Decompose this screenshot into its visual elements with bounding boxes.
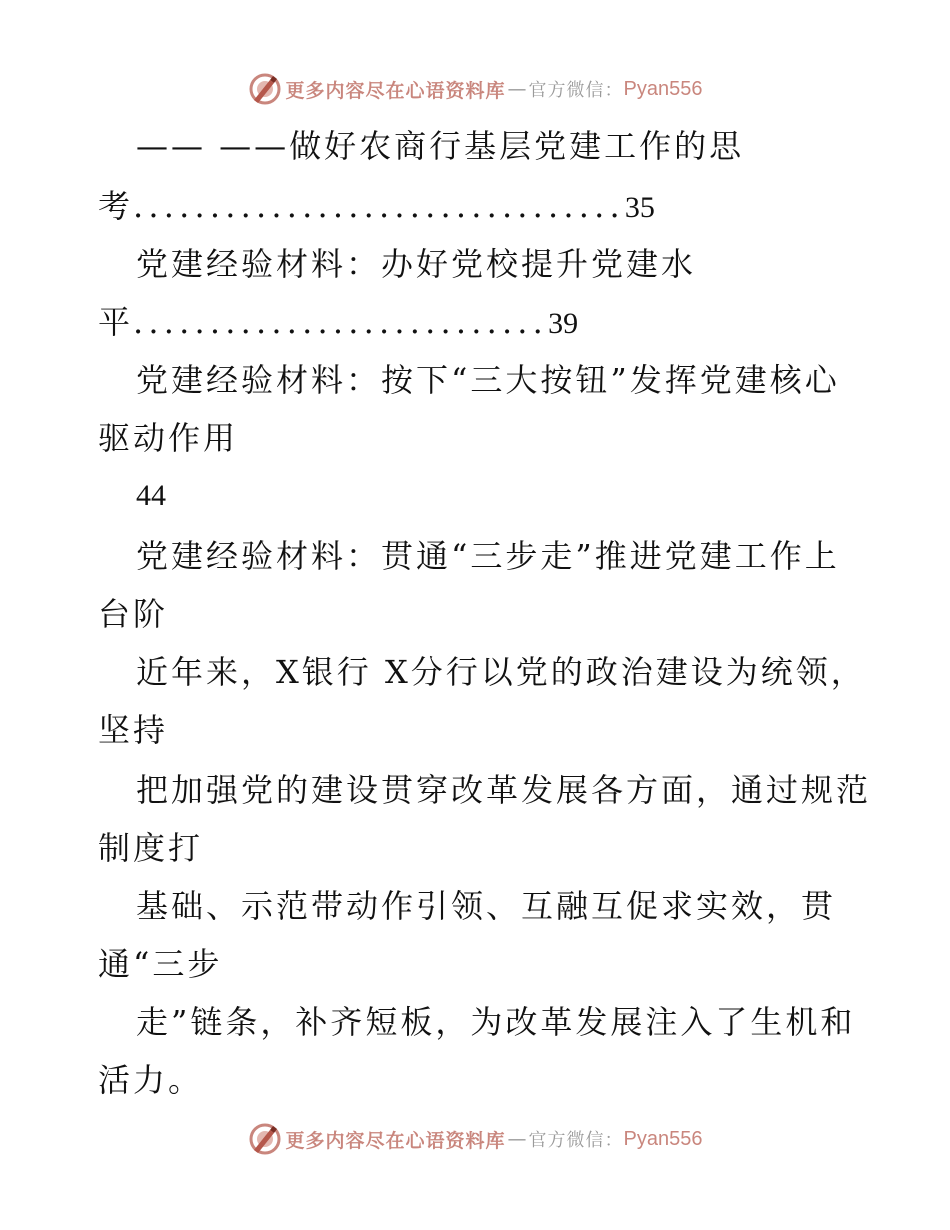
toc-entry-line: 党建经验材料：办好党校提升党建水: [136, 245, 697, 283]
footer-watermark: [0, 1122, 950, 1156]
paragraph-line: 制度打: [98, 829, 204, 867]
toc-entry-line: —— ——做好农商行基层党建工作的思: [136, 127, 745, 165]
pen-circle-logo-icon: [248, 72, 282, 106]
watermark-dash: —: [507, 1128, 527, 1150]
paragraph-line: 通“三步: [98, 945, 223, 983]
toc-entry-line: 台阶: [98, 595, 169, 633]
watermark-text: 更多内容尽在心语资料库: [285, 1129, 506, 1152]
watermark-dash: —: [507, 78, 527, 100]
watermark-id: Pyan556: [623, 77, 703, 100]
paragraph-line: 把加强党的建设贯穿改革发展各方面，通过规范: [136, 771, 872, 809]
toc-page-number: 44: [136, 479, 166, 512]
watermark-sub: 官方微信：: [528, 80, 624, 101]
paragraph-line: 基础、示范带动作引领、互融互促求实效，贯: [136, 887, 837, 925]
paragraph-line: 活力。: [98, 1061, 204, 1099]
paragraph-line: 近年来，X银行 X分行以党的政治建设为统领，: [136, 653, 866, 691]
header-watermark: [0, 72, 950, 106]
paragraph-line: 坚持: [98, 711, 169, 749]
watermark-text: 更多内容尽在心语资料库: [285, 79, 506, 102]
paragraph-line: 走”链条，补齐短板，为改革发展注入了生机和: [136, 1003, 856, 1041]
toc-entry-line: 党建经验材料：贯通“三步走”推进党建工作上: [136, 537, 840, 575]
toc-entry-line: 驱动作用: [98, 419, 239, 457]
toc-entry-line: 平...........................39: [98, 303, 579, 341]
watermark-id: Pyan556: [623, 1127, 703, 1150]
toc-entry-line: 考................................35: [98, 187, 655, 225]
toc-entry-line: 党建经验材料：按下“三大按钮”发挥党建核心: [136, 361, 840, 399]
watermark-sub: 官方微信：: [528, 1130, 624, 1151]
pen-circle-logo-icon: [248, 1122, 282, 1156]
